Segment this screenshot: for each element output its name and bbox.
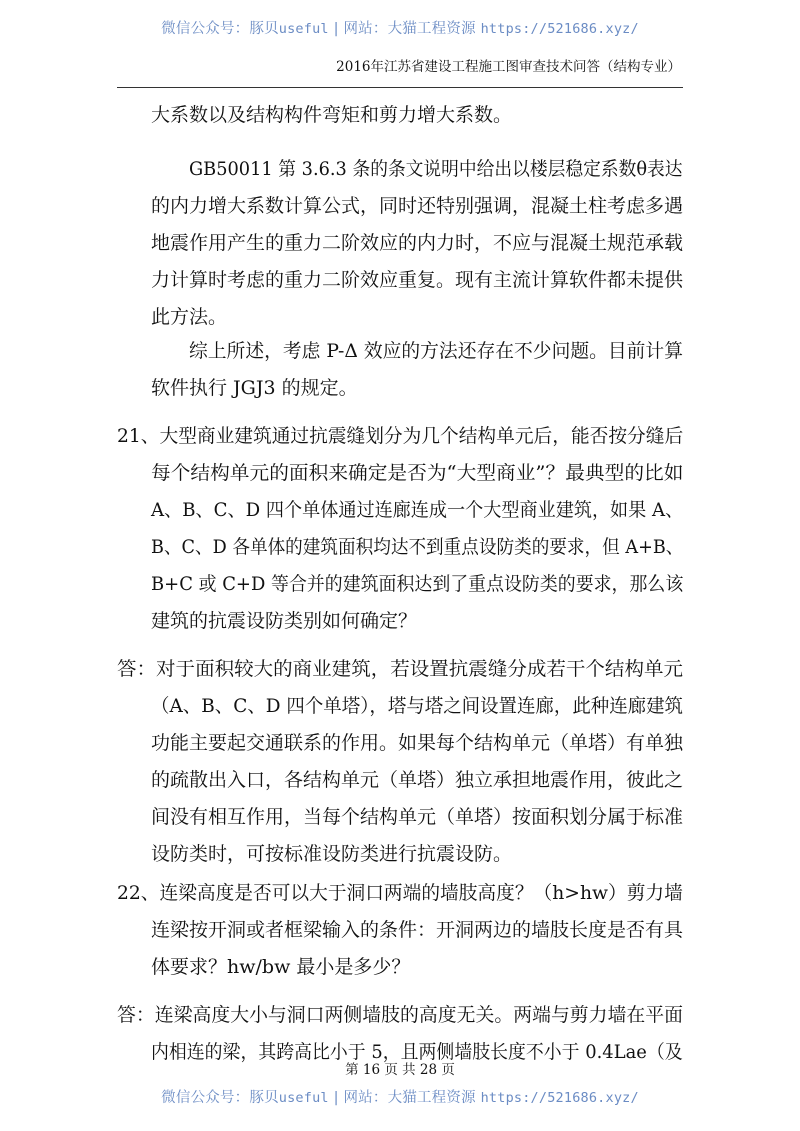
- running-header: 2016年江苏省建设工程施工图审查技术问答（结构专业）: [336, 59, 681, 75]
- paragraph-line: 力计算时考虑的重力二阶效应重复。现有主流计算软件都未提供: [151, 269, 684, 291]
- watermark-site-label: 网站：大猫工程资源: [343, 1090, 476, 1106]
- watermark-separator: |: [333, 21, 339, 37]
- answer-22-line: 答：连梁高度大小与洞口两侧墙肢的高度无关。两端与剪力墙在平面: [117, 1004, 684, 1026]
- question-21-line: A、B、C、D 四个单体通过连廊连成一个大型商业建筑，如果 A、: [151, 499, 684, 521]
- watermark-prefix: 微信公众号：豚贝: [161, 1090, 279, 1106]
- answer-21-line: 间没有相互作用，当每个结构单元（单塔）按面积划分属于标准: [151, 806, 684, 828]
- watermark-bottom: [0, 1086, 800, 1107]
- question-21-line: 每个结构单元的面积来确定是否为“大型商业”？最典型的比如: [151, 462, 684, 484]
- watermark-url[interactable]: https://521686.xyz/: [480, 1090, 639, 1106]
- question-22-line: 体要求？hw/bw 最小是多少？: [151, 956, 411, 978]
- page-number: 第 16 页 共 28 页: [345, 1062, 455, 1078]
- question-21-line: 建筑的抗震设防类别如何确定？: [151, 610, 418, 632]
- question-21-line: 21、大型商业建筑通过抗震缝划分为几个结构单元后，能否按分缝后: [117, 425, 684, 447]
- paragraph-line: 软件执行 JGJ3 的规定。: [151, 377, 358, 399]
- watermark-prefix: 微信公众号：豚贝: [161, 21, 279, 37]
- paragraph-line: GB50011 第 3.6.3 条的条文说明中给出以楼层稳定系数θ表达: [189, 158, 683, 180]
- question-22-line: 22、连梁高度是否可以大于洞口两端的墙肢高度？（h>hw）剪力墙: [117, 882, 683, 904]
- watermark-useful: useful: [278, 1090, 329, 1106]
- watermark-site-label: 网站：大猫工程资源: [343, 21, 476, 37]
- answer-21-line: 答：对于面积较大的商业建筑，若设置抗震缝分成若干个结构单元: [117, 658, 684, 680]
- answer-22-line: 内相连的梁，其跨高比小于 5，且两侧墙肢长度不小于 0.4Lae（及: [151, 1041, 683, 1063]
- answer-21-line: 设防类时，可按标准设防类进行抗震设防。: [151, 843, 513, 865]
- paragraph-line: 综上所述，考虑 P-Δ 效应的方法还存在不少问题。目前计算: [189, 340, 683, 362]
- paragraph-line: 地震作用产生的重力二阶效应的内力时，不应与混凝土规范承载: [151, 232, 684, 254]
- answer-21-line: 功能主要起交通联系的作用。如果每个结构单元（单塔）有单独: [151, 732, 684, 754]
- answer-21-line: 的疏散出入口，各结构单元（单塔）独立承担地震作用，彼此之: [151, 769, 684, 791]
- answer-21-line: （A、B、C、D 四个单塔），塔与塔之间设置连廊，此种连廊建筑: [151, 695, 683, 717]
- question-22-line: 连梁按开洞或者框梁输入的条件：开洞两边的墙肢长度是否有具: [151, 919, 684, 941]
- paragraph-line: 的内力增大系数计算公式，同时还特别强调，混凝土柱考虑多遇: [151, 195, 684, 217]
- watermark-useful: useful: [278, 21, 329, 37]
- paragraph-line: 大系数以及结构构件弯矩和剪力增大系数。: [151, 104, 513, 126]
- paragraph-line: 此方法。: [151, 306, 228, 328]
- question-21-line: B、C、D 各单体的建筑面积均达不到重点设防类的要求，但 A+B、: [151, 536, 684, 558]
- watermark-url[interactable]: https://521686.xyz/: [480, 21, 639, 37]
- watermark-separator: |: [333, 1090, 339, 1106]
- question-21-line: B+C 或 C+D 等合并的建筑面积达到了重点设防类的要求，那么该: [151, 573, 684, 595]
